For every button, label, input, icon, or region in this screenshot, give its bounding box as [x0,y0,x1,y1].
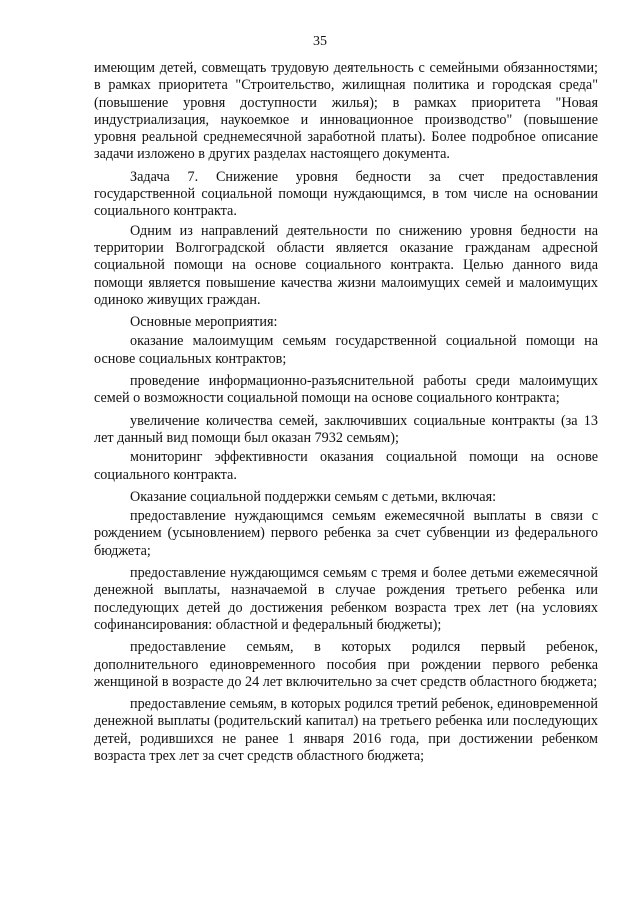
list-item-third-child-monthly-payment: предоставление нуждающимся семьям с тремя и более детьми ежемесячной денежной выплаты, назначаемой в случае рождения третьего ребенка или последующих детей до достижения ребенком возраста трех лет (на условиях софинансирования: областной и федеральный бюджеты); [94,565,598,633]
list-item-monitoring: мониторинг эффективности оказания социальной помощи на основе социального контракта. [94,449,598,483]
list-item-first-child-allowance: предоставление семьям, в которых родился первый ребенок, дополнительного единовременного пособия при рождении первого ребенка женщиной в возрасте до 24 лет включительно за счет средств областного бюджета; [94,639,598,690]
paragraph-family-support-heading: Оказание социальной поддержки семьям с детьми, включая: [130,488,497,505]
list-item-first-child-payment: предоставление нуждающимся семьям ежемесячной выплаты в связи с рождением (усыновлением) первого ребенка за счет субвенции из федерального бюджета; [94,508,598,559]
paragraph-priorities-continuation: имеющим детей, совмещать трудовую деятельность с семейными обязанностями; в рамках приоритета "Строительство, жилищная политика и городская среда" (повышение уровня доступности жилья); в рамках приоритета "Новая индустриализация, наукоемкое и инновационное производство" (повышение уровня реальной среднемесячной заработной платы). Более подробное описание задачи изложено в других разделах настоящего документа. [94,60,598,163]
paragraph-main-measures-heading: Основные мероприятия: [130,314,278,331]
paragraph-task-7-heading: Задача 7. Снижение уровня бедности за счет предоставления государственной социальной помощи нуждающимся, в том числе на основании социального контракта. [94,168,598,220]
list-item-increase-contracts: увеличение количества семей, заключивших социальные контракты (за 13 лет данный вид помощи был оказан 7932 семьям); [94,412,598,446]
page-body [94,60,598,770]
page-number: 35 [313,34,327,49]
list-item-social-assistance: оказание малоимущим семьям государственной социальной помощи на основе социальных контрактов; [94,333,598,367]
list-item-parental-capital: предоставление семьям, в которых родился третий ребенок, единовременной денежной выплаты (родительский капитал) на третьего ребенка или последующих детей, родившихся не ранее 1 января 2016 года, при достижении ребенком возраста трех лет за счет средств областного бюджета; [94,696,598,764]
list-item-information-work: проведение информационно-разъяснительной работы среди малоимущих семей о возможности социальной помощи на основе социального контракта; [94,373,598,407]
paragraph-social-contract-intro: Одним из направлений деятельности по снижению уровня бедности на территории Волгоградской области является оказание гражданам адресной социальной помощи на основе социального контракта. Целью данного вида помощи является повышение качества жизни малоимущих семей и малоимущих одиноко живущих граждан. [94,222,598,308]
